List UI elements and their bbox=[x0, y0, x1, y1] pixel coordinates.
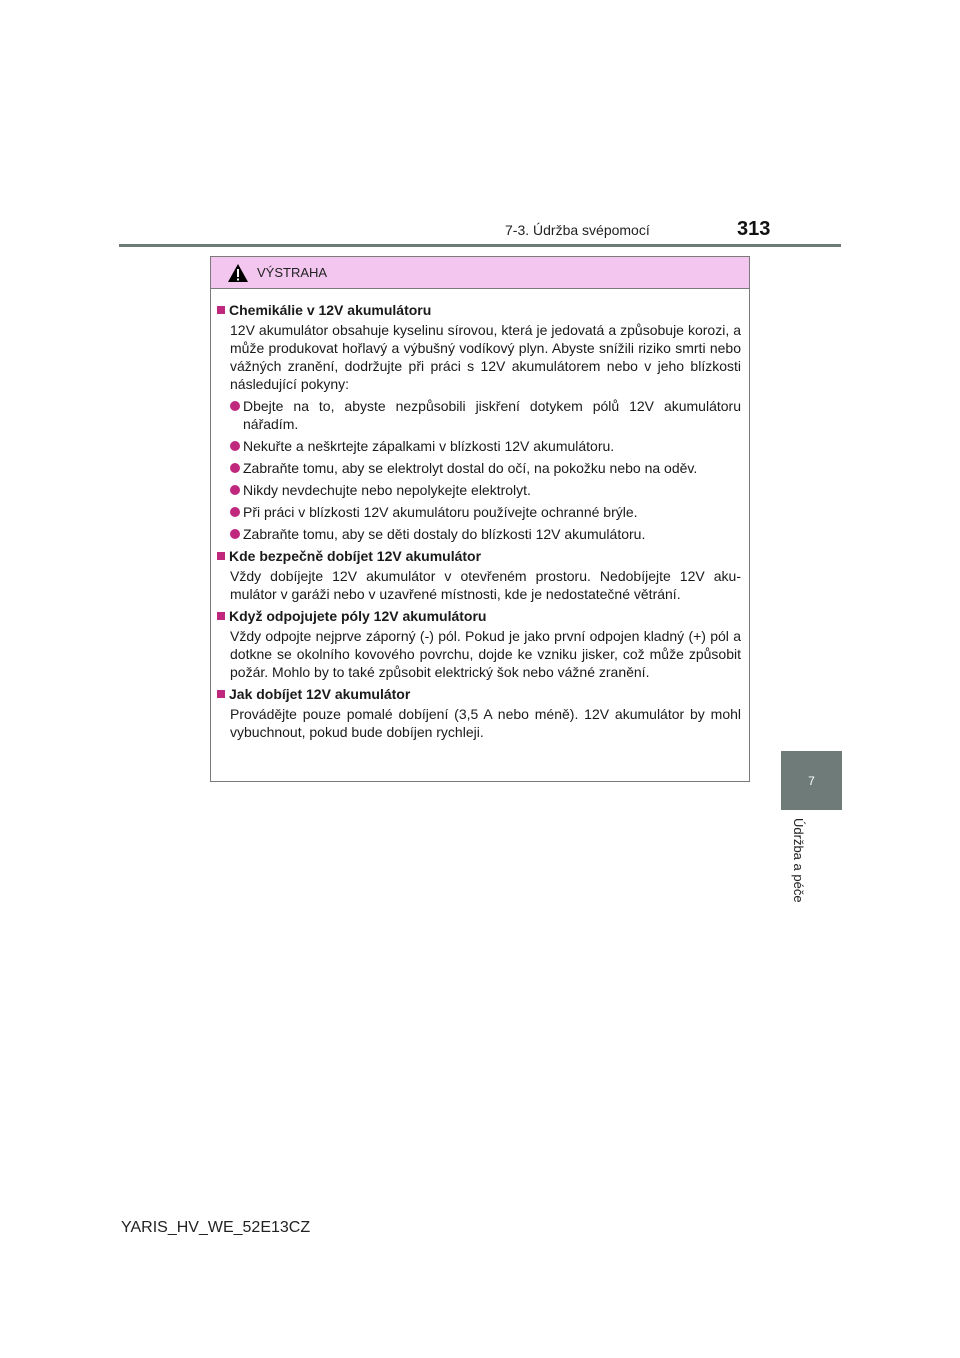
list-item-text: Dbejte na to, abyste nezpůsobili jiskření dotykem pólů 12V akumulátoru nářadím. bbox=[243, 398, 741, 432]
list-item bbox=[217, 525, 741, 543]
circle-bullet-icon bbox=[230, 463, 240, 473]
list-item-text: Nikdy nevdechujte nebo nepolykejte elektrolyt. bbox=[243, 482, 531, 498]
list-item-text: Nekuřte a neškrtejte zápalkami v blízkosti 12V akumulátoru. bbox=[243, 438, 615, 454]
square-bullet-icon bbox=[217, 612, 225, 620]
list-item-text: Zabraňte tomu, aby se děti dostaly do blízkosti 12V akumulátoru. bbox=[243, 526, 646, 542]
section-heading-text: Chemikálie v 12V akumulátoru bbox=[229, 302, 432, 318]
warning-section bbox=[217, 547, 741, 603]
chapter-tab bbox=[781, 751, 842, 810]
section-heading-text: Kde bezpečně dobíjet 12V akumulátor bbox=[229, 548, 482, 564]
warning-section bbox=[217, 607, 741, 681]
section-heading bbox=[217, 547, 741, 565]
warning-section bbox=[217, 685, 741, 741]
list-item bbox=[217, 459, 741, 477]
circle-bullet-icon bbox=[230, 441, 240, 451]
section-paragraph: 12V akumulátor obsahuje kyselinu sírovou, která je jedovatá a způsobuje korozi, a může produkovat hořlavý a výbušný vodíkový plyn. Abyste snížili riziko smrti nebo vážných zranění, dodržujte při práci s 12V akumulátorem nebo v jeho blízkosti následující pokyny: bbox=[230, 322, 741, 392]
square-bullet-icon bbox=[217, 552, 225, 560]
list-item-text: Zabraňte tomu, aby se elektrolyt dostal do očí, na pokožku nebo na oděv. bbox=[243, 460, 698, 476]
section-heading-text: Jak dobíjet 12V akumulátor bbox=[229, 686, 411, 702]
warning-header bbox=[211, 257, 749, 289]
circle-bullet-icon bbox=[230, 401, 240, 411]
section-heading bbox=[217, 685, 741, 703]
section-heading bbox=[217, 301, 741, 319]
section-heading-text: Když odpojujete póly 12V akumulátoru bbox=[229, 608, 487, 624]
list-item bbox=[217, 481, 741, 499]
warning-triangle-icon bbox=[227, 263, 249, 283]
circle-bullet-icon bbox=[230, 507, 240, 517]
chapter-label: Údržba a péče bbox=[791, 818, 806, 903]
section-paragraph: Provádějte pouze pomalé dobíjení (3,5 A nebo méně). 12V akumulátor by mohl vybuchnout, pokud bude dobíjen rychleji. bbox=[230, 706, 741, 740]
warning-box bbox=[210, 256, 750, 782]
warning-title: VÝSTRAHA bbox=[257, 265, 328, 280]
page-number: 313 bbox=[737, 218, 771, 240]
warning-section bbox=[217, 301, 741, 543]
list-item bbox=[217, 397, 741, 433]
header-rule bbox=[119, 244, 841, 247]
section-heading bbox=[217, 607, 741, 625]
square-bullet-icon bbox=[217, 306, 225, 314]
list-item-text: Při práci v blízkosti 12V akumulátoru používejte ochranné brýle. bbox=[243, 504, 638, 520]
circle-bullet-icon bbox=[230, 485, 240, 495]
square-bullet-icon bbox=[217, 690, 225, 698]
section-paragraph: Vždy odpojte nejprve záporný (-) pól. Pokud je jako první odpojen kladný (+) pól a dotkne se okolního kovového povrchu, dojde ke vzniku jisker, což může způsobit požár. Mohlo by to také způsobit elektrický šok nebo vážné zranění. bbox=[230, 628, 741, 680]
circle-bullet-icon bbox=[230, 529, 240, 539]
section-paragraph: Vždy dobíjejte 12V akumulátor v otevřeném prostoru. Nedobíjejte 12V aku- mulátor v garáži nebo v uzavřené místnosti, kde je nedostatečné větrání. bbox=[230, 568, 741, 602]
list-item bbox=[217, 437, 741, 455]
list-item bbox=[217, 503, 741, 521]
chapter-number: 7 bbox=[808, 773, 815, 788]
document-code: YARIS_HV_WE_52E13CZ bbox=[121, 1219, 311, 1236]
warning-body bbox=[211, 289, 749, 741]
section-title: 7-3. Údržba svépomocí bbox=[505, 222, 650, 238]
